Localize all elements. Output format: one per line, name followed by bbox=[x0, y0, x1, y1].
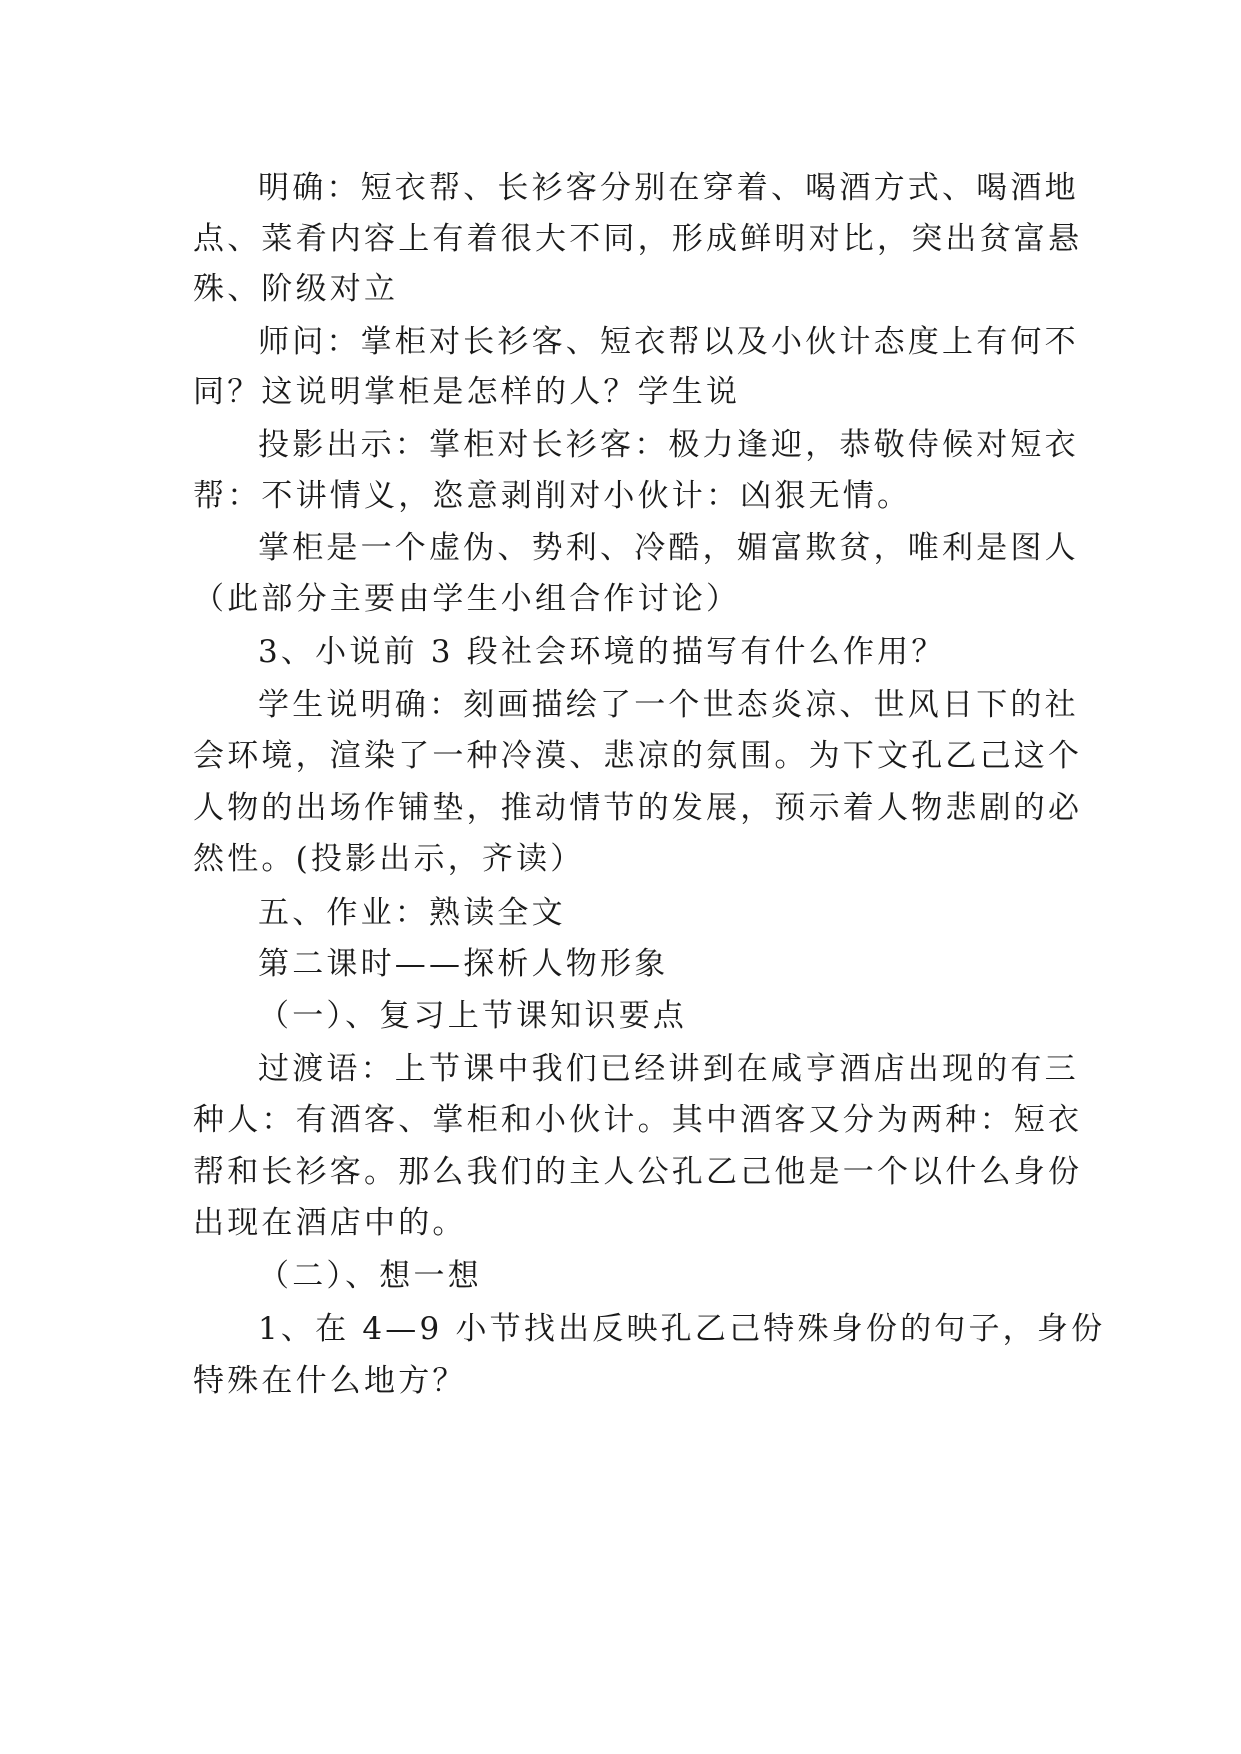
paragraph-line: 1、在 4—9 小节找出反映孔乙己特殊身份的句子，身份 bbox=[258, 1311, 1106, 1347]
paragraph-line: 学生说明确：刻画描绘了一个世态炎凉、世风日下的社 bbox=[258, 687, 1079, 723]
section-heading: 五、作业：熟读全文 bbox=[258, 895, 566, 931]
paragraph-line: 然性。(投影出示，齐读） bbox=[193, 841, 585, 877]
paragraph-line: 会环境，渲染了一种冷漠、悲凉的氛围。为下文孔乙己这个 bbox=[193, 738, 1083, 774]
paragraph-line: 人物的出场作铺垫，推动情节的发展，预示着人物悲剧的必 bbox=[193, 790, 1083, 826]
paragraph-line: （此部分主要由学生小组合作讨论） bbox=[193, 581, 741, 617]
section-heading: （二）、想一想 bbox=[258, 1258, 482, 1294]
paragraph-line: 特殊在什么地方？ bbox=[193, 1363, 467, 1399]
paragraph-line: 过渡语：上节课中我们已经讲到在咸亨酒店出现的有三 bbox=[258, 1051, 1079, 1087]
paragraph-line: 殊、阶级对立 bbox=[193, 271, 399, 307]
paragraph-line: 师问：掌柜对长衫客、短衣帮以及小伙计态度上有何不 bbox=[258, 324, 1079, 360]
paragraph-line: 出现在酒店中的。 bbox=[193, 1205, 467, 1241]
paragraph-line: 3、小说前 3 段社会环境的描写有什么作用？ bbox=[258, 634, 946, 670]
paragraph-line: 同？这说明掌柜是怎样的人？学生说 bbox=[193, 374, 741, 410]
paragraph-line: 明确：短衣帮、长衫客分别在穿着、喝酒方式、喝酒地 bbox=[258, 170, 1079, 206]
paragraph-line: 帮：不讲情义，恣意剥削对小伙计：凶狠无情。 bbox=[193, 478, 912, 514]
paragraph-line: 点、菜肴内容上有着很大不同，形成鲜明对比，突出贫富悬 bbox=[193, 221, 1083, 257]
paragraph-line: 掌柜是一个虚伪、势利、冷酷，媚富欺贫，唯利是图人 bbox=[258, 530, 1079, 566]
paragraph-line: 投影出示：掌柜对长衫客：极力逢迎，恭敬侍候对短衣 bbox=[258, 427, 1079, 463]
paragraph-line: 种人：有酒客、掌柜和小伙计。其中酒客又分为两种：短衣 bbox=[193, 1102, 1083, 1138]
paragraph-line: 帮和长衫客。那么我们的主人公孔乙己他是一个以什么身份 bbox=[193, 1154, 1083, 1190]
section-heading: 第二课时——探析人物形象 bbox=[258, 946, 669, 982]
section-heading: （一）、复习上节课知识要点 bbox=[258, 998, 688, 1034]
